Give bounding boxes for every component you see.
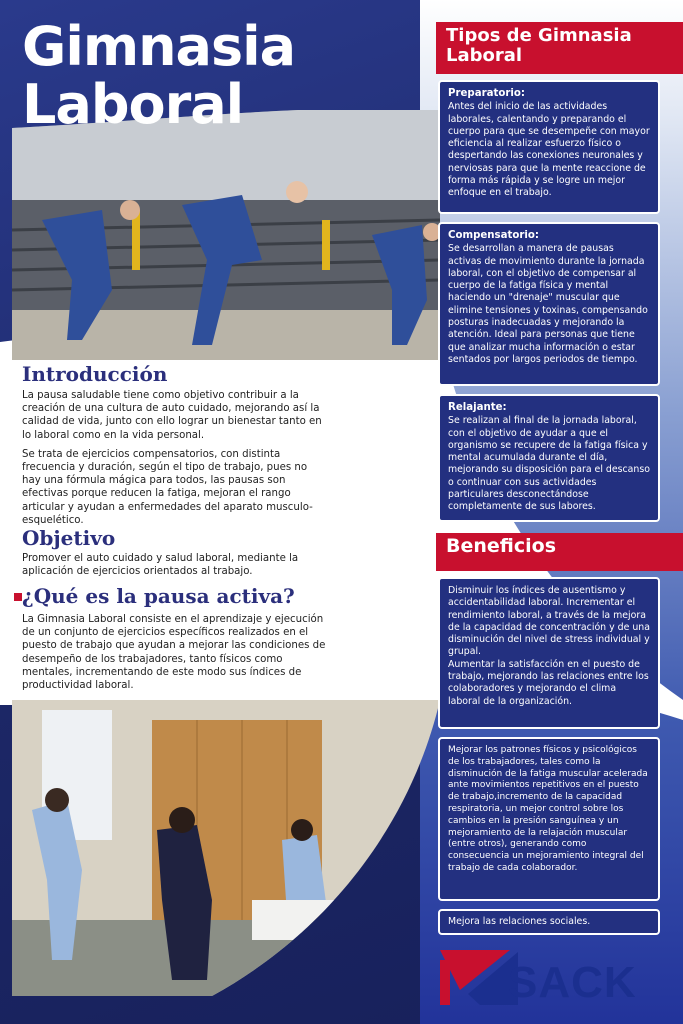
- types-heading: Tipos de Gimnasia Laboral: [436, 22, 683, 74]
- benefit-text-1b: Aumentar la satisfacción en el puesto de trabajo, mejorando las relaciones entre los colaboradores y mejorando el clima laboral de la organización.: [448, 658, 649, 707]
- type-label: Relajante:: [448, 402, 507, 413]
- intro-paragraph-1: La pausa saludable tiene como objetivo contribuir a la creación de una cultura de auto cuidado, mejorando así la calidad de vida, junto con ello lograr un bienestar tanto en lo laboral como en la vida personal.: [22, 390, 322, 441]
- intro-paragraph-2: Se trata de ejercicios compensatorios, con distinta frecuencia y duración, según el tipo de trabajo, pues no hay una fórmula mágica para todos, las pausas son efectivas porque reducen la fatiga, mejoran el rango articular y ayudan a enfermedades del aparato musculo-esquelético.: [22, 448, 313, 526]
- benefit-text-1: Disminuir los índices de ausentismo y accidentabilidad laboral. Incrementar el rendimiento laboral, a través de la mejora de la capacidad de concentración y de una disminución del nivel de stress individual y grupal.: [448, 585, 650, 658]
- intro-heading: Introducción: [22, 362, 168, 386]
- benefit-card-2: Mejorar los patrones físicos y psicológicos de los trabajadores, tales como la disminución de la fatiga muscular acelerada ante movimientos repetitivos en el puesto de trabajo,incremento de la capacidad respiratoria, un mejor control sobre los cambios en la presión sanguínea y un mejoramiento de la relajación muscular (entre otros), generando como consecuencia un mejoramiento integral del trabajo de cada colaborador.: [438, 737, 660, 901]
- benefit-card-3: Mejora las relaciones sociales.: [438, 909, 660, 935]
- benefit-card-1: [438, 577, 660, 729]
- sack-logo-text: SACK: [508, 958, 637, 1007]
- benefits-heading: Beneficios: [436, 533, 683, 571]
- objective-body: Promover el auto cuidado y salud laboral, mediante la aplicación de ejercicios orientados al trabajo.: [22, 553, 299, 578]
- office-exercise-photo: [12, 700, 440, 996]
- active-pause-heading: ¿Qué es la pausa activa?: [22, 584, 295, 608]
- active-pause-body: La Gimnasia Laboral consiste en el aprendizaje y ejecución de un conjunto de ejercicios específicos realizados en el puesto de trabajo que ayudan a mejorar las condiciones de desempeño de los trabajadores, tanto físicos como mentales, incrementando de este modo sus índices de productividad laboral.: [22, 614, 326, 692]
- type-label: Compensatorio:: [448, 230, 539, 241]
- title-line-2: Laboral: [22, 73, 244, 136]
- type-text: Antes del inicio de las actividades laborales, calentando y preparando el cuerpo para que se desempeñe con mayor eficiencia al realizar esfuerzo físico o despertando las conexiones neuronales y nerviosas para que la mente reaccione de forma más rápida y se logre un mejor enfoque en el trabajo.: [448, 101, 650, 199]
- title-line-1: Gimnasia: [22, 15, 296, 78]
- sack-logo: [440, 950, 655, 1010]
- industrial-exercise-photo: [12, 110, 440, 360]
- type-label: Preparatorio:: [448, 88, 525, 99]
- type-card-preparatorio: [438, 80, 660, 214]
- type-text: Se desarrollan a manera de pausas activas de movimiento durante la jornada laboral, con el objetivo de compensar al cuerpo de la fatiga física y mental haciendo un "drenaje" muscular que elimine tensiones y toxinas, compensando posturas inadecuadas y mejorando la atención. Ideal para personas que tiene que analizar mucha información o estar sentados por largos periodos de tiempo.: [448, 243, 648, 365]
- objective-heading: Objetivo: [22, 526, 116, 550]
- poster-title: [22, 15, 296, 136]
- intro-body: [22, 389, 327, 533]
- bullet-square: [14, 593, 22, 601]
- type-card-relajante: [438, 394, 660, 522]
- type-text: Se realizan al final de la jornada laboral, con el objetivo de ayudar a que el organismo se recupere de la fatiga física y mental acumulada durante el día, mejorando su disposición para el descanso o continuar con sus actividades particulares desconectándose completamente de sus labores.: [448, 415, 650, 513]
- type-card-compensatorio: [438, 222, 660, 386]
